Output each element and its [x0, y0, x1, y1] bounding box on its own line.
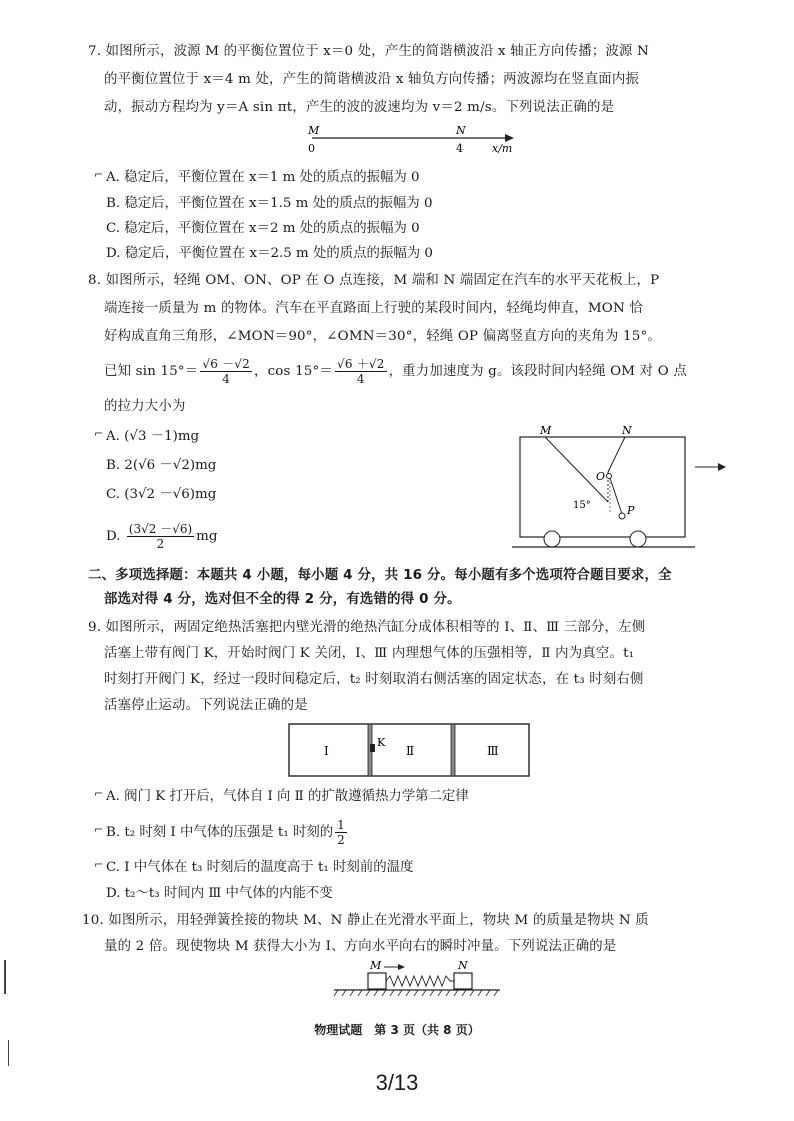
handwritten-tick-icon: ⌐: [94, 427, 104, 440]
sin15-numerator: √6 －√2: [202, 357, 250, 371]
rear-wheel: [544, 531, 560, 547]
valve-k: [370, 744, 375, 752]
q8-line-3: 好构成直角三角形，∠MON＝90°，∠OMN＝30°，轻绳 OP 偏离竖直方向的夹角为 15°。: [104, 329, 661, 344]
q8-line-4-b: ，cos 15°＝: [253, 364, 333, 379]
q8-line-4: [104, 356, 687, 388]
q9-option-b-numerator: 1: [337, 818, 345, 832]
section2-line-1: 二、多项选择题：本题共 4 小题，每小题 4 分，共 16 分。每小题有多个选项符合题目要求，全: [88, 568, 672, 583]
q8-option-d-numerator: (3√2 －√6): [128, 522, 193, 536]
front-wheel: [630, 531, 646, 547]
impulse-arrow-head: [398, 964, 405, 970]
q8-label-o: O: [596, 470, 606, 483]
q8-label-n: N: [622, 424, 632, 437]
x-axis-arrow: [505, 134, 514, 142]
handwritten-tick-icon: ⌐: [94, 823, 104, 836]
q9-line-4: 活塞停止运动。下列说法正确的是: [104, 698, 308, 713]
section2-line-2: 部选对得 4 分，选对但不全的得 2 分，有选错的得 0 分。: [104, 592, 461, 607]
q9-option-b: [106, 816, 349, 850]
q10-label-m: M: [370, 959, 382, 972]
q9-label-k: K: [377, 736, 386, 749]
scan-edge-mark: [8, 1040, 9, 1066]
handwritten-tick-icon: ⌐: [94, 858, 104, 871]
q8-line-4-c: ，重力加速度为 g。该段时间内轻绳 OM 对 O 点: [388, 364, 687, 379]
q10-label-n: N: [458, 959, 468, 972]
q8-option-d-denominator: 2: [156, 537, 165, 551]
rope-op: [610, 478, 622, 514]
page-footer: 物理试题 第 3 页（共 8 页）: [314, 1023, 480, 1037]
q8-option-d: [106, 520, 217, 554]
q9-label-2: Ⅱ: [406, 744, 415, 758]
rope-on: [608, 437, 625, 472]
q8-option-b: B. 2(√6 －√2)mg: [106, 458, 217, 473]
q8-line-1: 8. 如图所示，轻绳 OM、ON、OP 在 O 点连接，M 端和 N 端固定在汽车的水平天花板上，P: [88, 273, 660, 288]
page-number: 3/13: [375, 1070, 419, 1095]
q9-label-1: Ⅰ: [324, 744, 329, 758]
knot-o: [607, 474, 612, 479]
q8-option-d-suffix: mg: [196, 529, 218, 544]
scan-edge-mark: [4, 960, 6, 994]
q9-cylinder-figure: [287, 722, 537, 780]
q7-label-n: N: [456, 124, 466, 137]
q8-option-d-fraction: [127, 522, 194, 551]
mass-p: [619, 513, 625, 519]
q7-line-1: 7. 如图所示，波源 M 的平衡位置位于 x＝0 处，产生的简谐横波沿 x 轴正方向传播；波源 N: [88, 44, 649, 59]
q8-option-c: C. (3√2 －√6)mg: [106, 487, 217, 502]
q9-option-c: C. Ⅰ 中气体在 t₃ 时刻后的温度高于 t₁ 时刻前的温度: [106, 860, 414, 875]
q9-option-a: A. 阀门 K 打开后，气体自 Ⅰ 向 Ⅱ 的扩散遵循热力学第二定律: [106, 789, 469, 804]
q10-line-2: 量的 2 倍。现使物块 M 获得大小为 I、方向水平向右的瞬时冲量。下列说法正确的是: [104, 939, 617, 954]
sin15-denominator: 4: [222, 372, 231, 386]
cos15-numerator: √6 ＋√2: [337, 357, 385, 371]
q9-line-2: 活塞上带有阀门 K，开始时阀门 K 关闭，Ⅰ、Ⅲ 内理想气体的压强相等，Ⅱ 内为真空。t₁: [104, 646, 635, 661]
q8-line-2: 端连接一质量为 m 的物体。汽车在平直路面上行驶的某段时间内，轻绳均伸直，MON 恰: [104, 301, 643, 316]
q9-option-b-denominator: 2: [337, 833, 345, 847]
q8-label-p: P: [627, 504, 635, 517]
block-m: [368, 973, 386, 989]
q7-axis-figure: [300, 122, 520, 158]
q9-line-3: 时刻打开阀门 K，经过一段时间稳定后，t₂ 时刻取消右侧活塞的固定状态，在 t₃ 时刻右侧: [104, 672, 644, 687]
car-body: [520, 437, 685, 537]
q8-line-5: 的拉力大小为: [104, 399, 186, 414]
q10-spring-figure: [330, 957, 505, 999]
q8-label-m: M: [540, 424, 552, 437]
handwritten-tick-icon: ⌐: [94, 787, 104, 800]
q7-option-a: A. 稳定后，平衡位置在 x＝1 m 处的质点的振幅为 0: [106, 170, 420, 185]
q7-tick-4: 4: [456, 142, 463, 155]
q7-option-b: B. 稳定后，平衡位置在 x＝1.5 m 处的质点的振幅为 0: [106, 196, 433, 211]
floor-hatching: [334, 990, 498, 996]
q8-car-figure: [510, 422, 730, 552]
q7-label-m: M: [308, 124, 320, 137]
q8-option-a: A. (√3 －1)mg: [106, 429, 200, 444]
q7-tick-0: 0: [308, 142, 315, 155]
q9-option-b-fraction: [335, 818, 347, 847]
q9-label-3: Ⅲ: [487, 744, 499, 758]
q8-angle-label: 15°: [573, 500, 591, 511]
q9-option-b-text: B. t₂ 时刻 Ⅰ 中气体的压强是 t₁ 时刻的: [106, 825, 334, 840]
spring: [386, 976, 454, 986]
q8-option-d-prefix: D.: [106, 529, 121, 544]
q10-line-1: 10. 如图所示，用轻弹簧拴接的物块 M、N 静止在光滑水平面上，物块 M 的质量是物块 N 质: [82, 913, 649, 928]
q7-option-c: C. 稳定后，平衡位置在 x＝2 m 处的质点的振幅为 0: [106, 221, 420, 236]
q9-option-d: D. t₂～t₃ 时间内 Ⅲ 中气体的内能不变: [106, 886, 333, 901]
velocity-arrow-head: [718, 463, 726, 471]
block-n: [454, 973, 472, 989]
cos15-denominator: 4: [356, 372, 365, 386]
q9-line-1: 9. 如图所示，两固定绝热活塞把内壁光滑的绝热汽缸分成体积相等的 Ⅰ、Ⅱ、Ⅲ 三部分，左侧: [88, 620, 646, 635]
cos15-fraction: [335, 357, 387, 386]
q7-line-2: 的平衡位置位于 x＝4 m 处，产生的简谐横波沿 x 轴负方向传播；两波源均在竖直面内振: [104, 72, 640, 87]
q7-axis-label: x/m: [492, 142, 513, 155]
handwritten-tick-icon: ⌐: [94, 168, 104, 181]
q8-line-4-a: 已知 sin 15°＝: [104, 364, 199, 379]
sin15-fraction: [200, 357, 252, 386]
q7-line-3: 动，振动方程均为 y＝A sin πt，产生的波的波速均为 v＝2 m/s。下列说法正确的是: [104, 100, 615, 115]
q7-option-d: D. 稳定后，平衡位置在 x＝2.5 m 处的质点的振幅为 0: [106, 246, 433, 261]
right-piston: [451, 724, 455, 776]
